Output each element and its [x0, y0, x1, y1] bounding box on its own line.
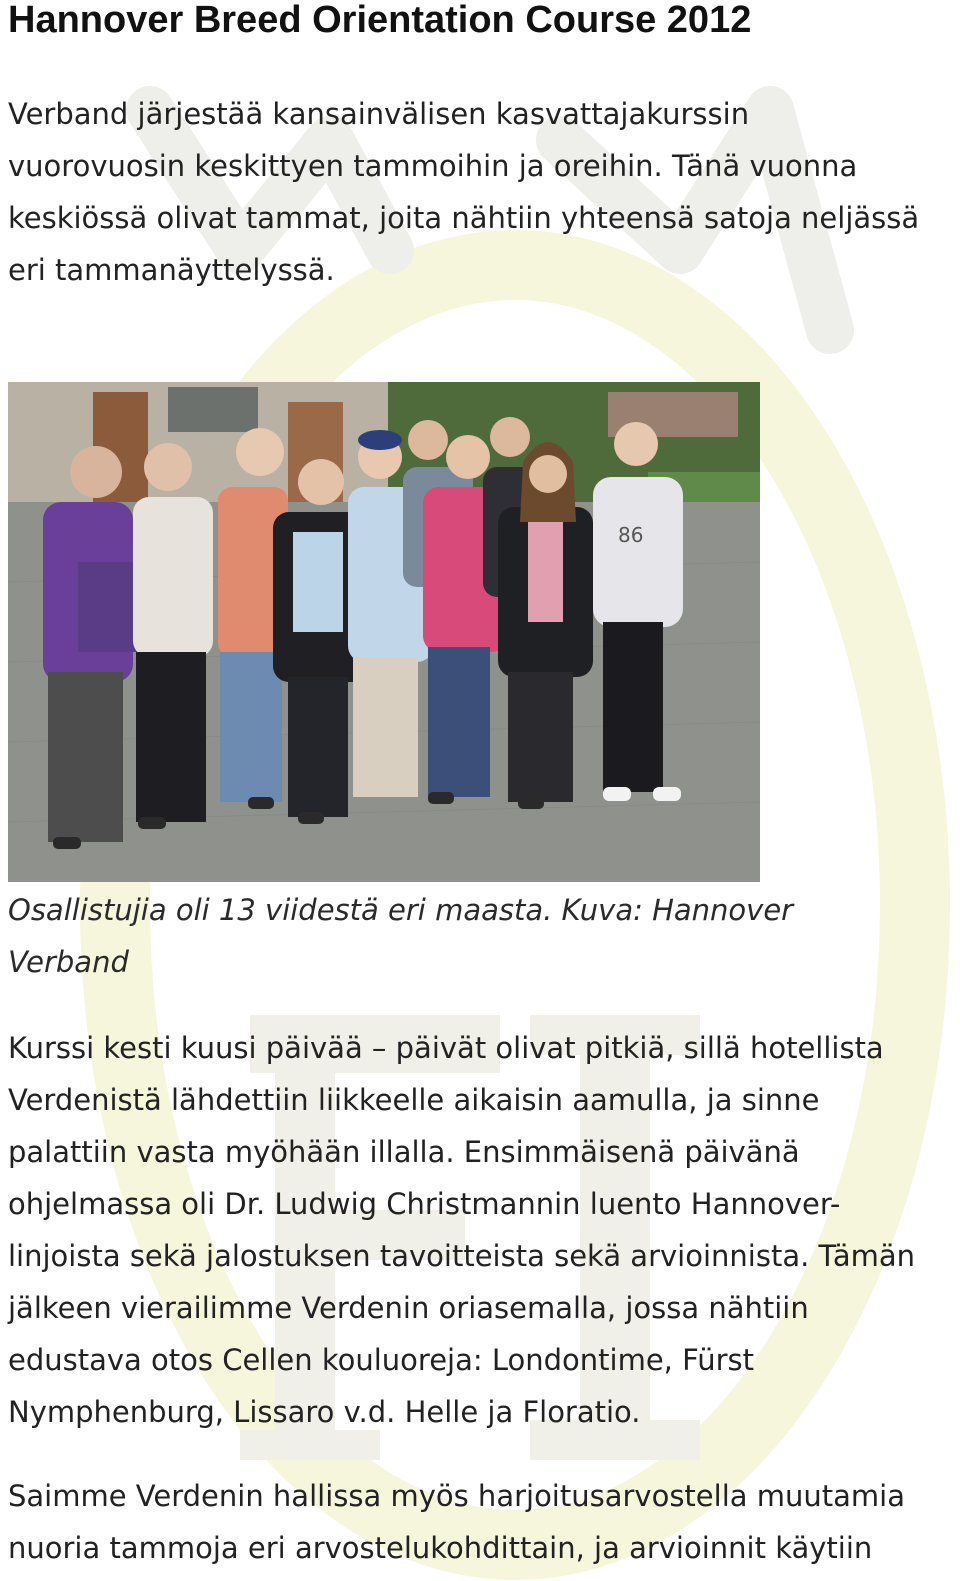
paragraph-line: keskiössä olivat tammat, joita nähtiin yhteensä satoja neljässä — [8, 201, 920, 235]
paragraph-line: linjoista sekä jalostuksen tavoitteista sekä arvioinnista. Tämän — [8, 1239, 916, 1273]
paragraph-line: Verdenistä lähdettiin liikkeelle aikaisin aamulla, ja sinne — [8, 1083, 820, 1117]
group-photo — [8, 382, 760, 882]
caption-line: Osallistujia oli 13 viidestä eri maasta. Kuva: Hannover — [8, 893, 794, 927]
paragraph-line: palattiin vasta myöhään illalla. Ensimmäisenä päivänä — [8, 1135, 800, 1169]
paragraph-line: ohjelmassa oli Dr. Ludwig Christmannin luento Hannover- — [8, 1187, 841, 1221]
paragraph-line: edustava otos Cellen kouluoreja: Londontime, Fürst — [8, 1343, 754, 1377]
paragraph-line: vuorovuosin keskittyen tammoihin ja oreihin. Tänä vuonna — [8, 149, 858, 183]
photo-caption — [8, 884, 793, 988]
paragraph-line: nuoria tammoja eri arvostelukohdittain, ja arvioinnit käytiin — [8, 1531, 873, 1565]
building-window — [168, 387, 258, 432]
closing-paragraph — [8, 1470, 905, 1574]
group-photo-illustration — [8, 382, 760, 882]
paragraph-line: Verband järjestää kansainvälisen kasvattajakurssin — [8, 97, 750, 131]
page-title: Hannover Breed Orientation Course 2012 — [8, 0, 752, 41]
body-paragraph — [8, 1022, 915, 1438]
paragraph-line: Nymphenburg, Lissaro v.d. Helle ja Floratio. — [8, 1395, 641, 1429]
caption-line: Verband — [8, 945, 129, 979]
shirt-number: 86 — [618, 523, 644, 547]
paragraph-line: Kurssi kesti kuusi päivää – päivät olivat pitkiä, sillä hotellista — [8, 1031, 884, 1065]
paragraph-line: eri tammanäyttelyssä. — [8, 253, 335, 287]
person — [133, 443, 213, 822]
intro-paragraph — [8, 88, 919, 296]
paragraph-line: jälkeen vierailimme Verdenin oriasemalla, jossa nähtiin — [8, 1291, 809, 1325]
paragraph-line: Saimme Verdenin hallissa myös harjoitusarvostella muutamia — [8, 1479, 905, 1513]
